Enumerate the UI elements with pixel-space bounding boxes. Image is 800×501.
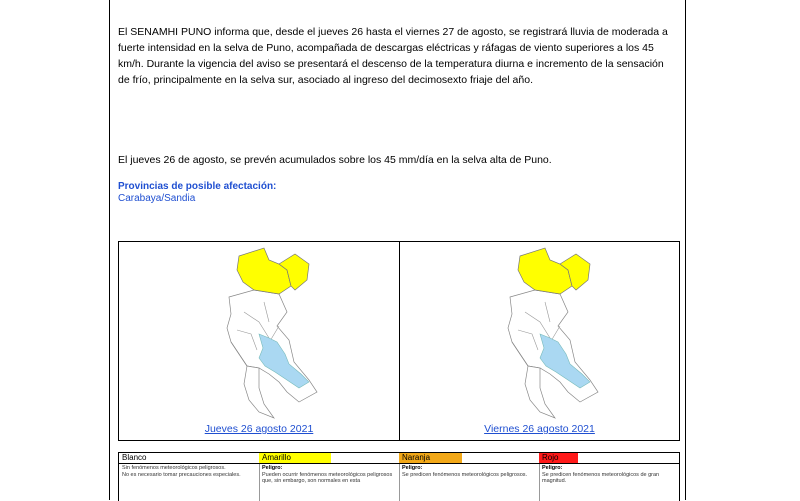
provinces-heading: Provincias de posible afectación:: [118, 181, 277, 192]
legend-label-yellow: Amarillo: [259, 453, 331, 463]
legend-yellow-line1: Peligro:: [262, 465, 283, 471]
legend-label-white: Blanco: [119, 453, 149, 463]
legend-red: [539, 453, 679, 501]
legend-white-line2: No es necesario tomar precauciones especiales.: [122, 471, 241, 478]
legend-white: [119, 453, 260, 501]
map-friday: [400, 242, 679, 440]
map-caption-thursday: Jueves 26 agosto 2021: [204, 423, 314, 435]
affected-provinces: [118, 181, 276, 205]
puno-map-thursday: [119, 242, 399, 420]
map-thursday: [119, 242, 400, 440]
map-caption-friday: Viernes 26 agosto 2021: [484, 423, 595, 435]
legend-yellow: [259, 453, 400, 501]
page-border-left: [109, 0, 110, 500]
region-carabaya: [518, 248, 572, 294]
warning-text: El SENAMHI PUNO informa que, desde el jueves 26 hasta el viernes 27 de agosto, se registrará lluvia de moderada a fuerte intensidad en la selva de Puno, acompañada de descargas eléctricas y ráfagas de viento superiores a los 45 km/h. Durante la vigencia del aviso se presentará el descenso de la temperatura diurna e incremento de la sensación de frío, principalmente en la selva sur, asociado al ingreso del decimosexto friaje del año.: [118, 26, 668, 86]
legend-white-line1: Sin fenómenos meteorológicos peligrosos.: [122, 465, 226, 471]
legend-red-line2: Se predicen fenómenos meteorológicos de gran magnitud.: [542, 471, 660, 484]
legend-label-orange: Naranja: [399, 453, 462, 463]
accumulation-text: El jueves 26 de agosto, se prevén acumulados sobre los 45 mm/día en la selva alta de Puno.: [118, 154, 552, 166]
forecast-maps: [118, 241, 680, 441]
legend-yellow-line2: Pueden ocurrir fenómenos meteorológicos peligrosos que, sin embargo, son normales en esta: [262, 471, 393, 484]
legend-orange: [399, 453, 540, 501]
puno-map-friday: [400, 242, 679, 420]
legend-label-red: Rojo: [539, 453, 578, 463]
legend-orange-line2: Se predicen fenómenos meteorológicos peligrosos.: [402, 471, 528, 478]
page-border-right: [685, 0, 686, 500]
region-carabaya: [237, 248, 291, 294]
alert-legend: [118, 452, 680, 501]
legend-red-line1: Peligro:: [542, 465, 563, 471]
legend-orange-line1: Peligro:: [402, 465, 423, 471]
provinces-list: Carabaya/Sandia: [118, 193, 196, 204]
